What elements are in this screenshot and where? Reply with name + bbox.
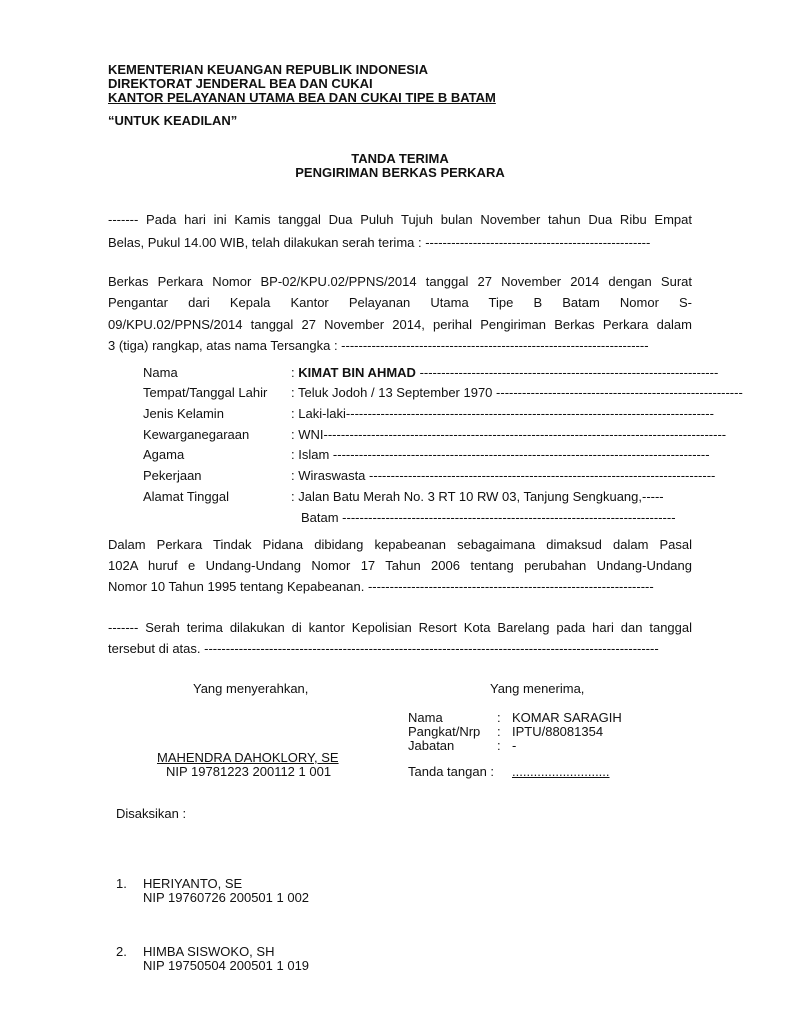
receiver-label-jabatan: Jabatan (408, 738, 455, 753)
witness-1-name: HERIYANTO, SE (143, 876, 243, 891)
identity-value-jenis-kelamin: : Laki-laki------------------------------------------------------------------------------------- (291, 406, 714, 421)
identity-label-nama: Nama (143, 365, 178, 380)
receiver-colon-jabatan: : (497, 738, 501, 753)
receiver-label-pangkat: Pangkat/Nrp (408, 724, 481, 739)
identity-label-pekerjaan: Pekerjaan (143, 468, 202, 483)
identity-label-ttl: Tempat/Tanggal Lahir (143, 385, 268, 400)
receiver-colon-pangkat: : (497, 724, 501, 739)
identity-value-pekerjaan: : Wiraswasta -------------------------------------------------------------------------------- (291, 468, 716, 483)
perkara-line-1: Dalam Perkara Tindak Pidana dibidang kepabeanan sebagaimana dimaksud dalam Pasal (108, 537, 692, 552)
receiver-signature-line: ........................... (512, 764, 610, 779)
identity-value-kewarganegaraan: : WNI--------------------------------------------------------------------------------------------- (291, 427, 727, 442)
witness-2-nip: NIP 19750504 200501 1 019 (143, 958, 310, 973)
header-motto: “UNTUK KEADILAN” (108, 113, 238, 128)
identity-address-continuation: Batam ----------------------------------------------------------------------------- (301, 510, 676, 525)
receiver-value-jabatan: - (512, 738, 517, 753)
identity-label-kewarganegaraan: Kewarganegaraan (143, 427, 250, 442)
opening-line-2: Belas, Pukul 14.00 WIB, telah dilakukan serah terima : ---------------------------------------------------- (108, 235, 651, 250)
berkas-line-3: 09/KPU.02/PPNS/2014 tanggal 27 November 2014, perihal Pengiriman Berkas Perkara dalam (108, 317, 692, 332)
identity-value-nama: : KIMAT BIN AHMAD --------------------------------------------------------------------- (291, 365, 719, 380)
title-line-1: TANDA TERIMA (351, 151, 449, 166)
identity-value-ttl: : Teluk Jodoh / 13 September 1970 --------------------------------------------------------- (291, 385, 743, 400)
header-ministry: KEMENTERIAN KEUANGAN REPUBLIK INDONESIA (108, 62, 428, 77)
identity-value-alamat: : Jalan Batu Merah No. 3 RT 10 RW 03, Tanjung Sengkuang,----- (291, 489, 664, 504)
title-line-2: PENGIRIMAN BERKAS PERKARA (295, 165, 505, 180)
receiver-value-nama: KOMAR SARAGIH (512, 710, 622, 725)
header-directorate: DIREKTORAT JENDERAL BEA DAN CUKAI (108, 76, 373, 91)
berkas-line-2: Pengantar dari Kepala Kantor Pelayanan Utama Tipe B Batam Nomor S- (108, 295, 692, 310)
receiver-colon-nama: : (497, 710, 501, 725)
serah-line-2: tersebut di atas. --------------------------------------------------------------------------------------------------------- (108, 641, 659, 656)
identity-label-alamat: Alamat Tinggal (143, 489, 229, 504)
receiver-sign-label: Tanda tangan : (408, 764, 495, 779)
witness-1-number: 1. (116, 876, 127, 891)
giver-heading: Yang menyerahkan, (193, 681, 309, 696)
berkas-line-4: 3 (tiga) rangkap, atas nama Tersangka : ----------------------------------------------------------------------- (108, 338, 649, 353)
receiver-value-pangkat: IPTU/88081354 (512, 724, 604, 739)
perkara-line-3: Nomor 10 Tahun 1995 tentang Kepabeanan. ------------------------------------------------------------------ (108, 579, 654, 594)
berkas-line-1: Berkas Perkara Nomor BP-02/KPU.02/PPNS/2014 tanggal 27 November 2014 dengan Surat (108, 274, 692, 289)
receiver-label-nama: Nama (408, 710, 443, 725)
header-office: KANTOR PELAYANAN UTAMA BEA DAN CUKAI TIPE B BATAM (108, 90, 496, 105)
receiver-heading: Yang menerima, (490, 681, 585, 696)
witness-1-nip: NIP 19760726 200501 1 002 (143, 890, 310, 905)
serah-line-1: ------- Serah terima dilakukan di kantor Kepolisian Resort Kota Barelang pada hari dan tanggal (108, 620, 692, 635)
opening-line-1: ------- Pada hari ini Kamis tanggal Dua Puluh Tujuh bulan November tahun Dua Ribu Empat (108, 212, 692, 227)
witness-heading: Disaksikan : (116, 806, 187, 821)
witness-2-name: HIMBA SISWOKO, SH (143, 944, 275, 959)
identity-label-agama: Agama (143, 447, 185, 462)
giver-name: MAHENDRA DAHOKLORY, SE (157, 750, 339, 765)
identity-value-agama: : Islam --------------------------------------------------------------------------------------- (291, 447, 710, 462)
identity-label-jenis-kelamin: Jenis Kelamin (143, 406, 224, 421)
witness-2-number: 2. (116, 944, 127, 959)
perkara-line-2: 102A huruf e Undang-Undang Nomor 17 Tahun 2006 tentang perubahan Undang-Undang (108, 558, 692, 573)
giver-nip: NIP 19781223 200112 1 001 (166, 764, 332, 779)
